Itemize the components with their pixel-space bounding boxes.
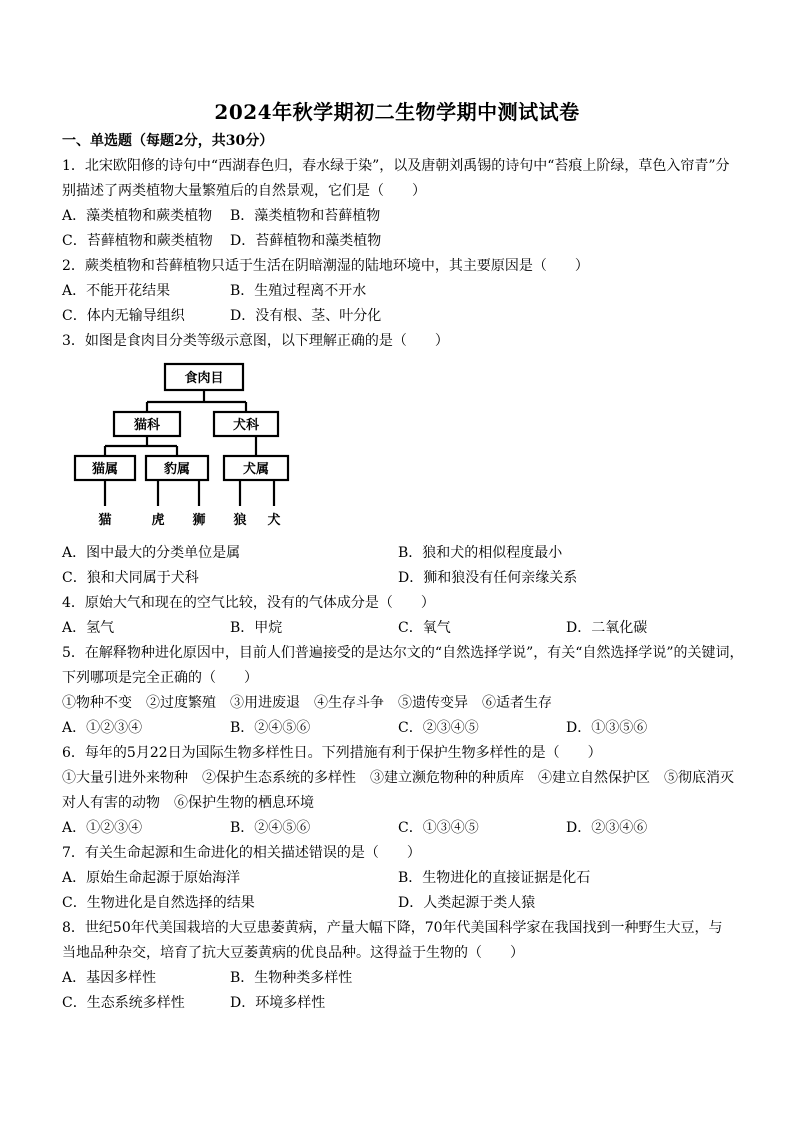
q1-option-d: D．苔藓植物和藻类植物 bbox=[230, 233, 382, 249]
q3-option-b: B．狼和犬的相似程度最小 bbox=[398, 545, 563, 561]
q6-option-c: C．①③④⑤ bbox=[398, 820, 479, 836]
label-species-wolf: 狼 bbox=[233, 513, 247, 528]
q2-option-c: C．体内无输导组织 bbox=[62, 308, 185, 324]
q7-option-d: D．人类起源于类人猿 bbox=[398, 895, 536, 911]
q8-stem-line2: 当地品种杂交，培育了抗大豆萎黄病的优良品种。这得益于生物的（ ） bbox=[62, 945, 524, 961]
q4-option-b: B．甲烷 bbox=[230, 620, 283, 636]
q7-option-a: A．原始生命起源于原始海洋 bbox=[62, 870, 241, 886]
q4-option-a: A．氢气 bbox=[62, 620, 115, 636]
q5-stem-line2: 下列哪项是完全正确的（ ） bbox=[62, 670, 258, 686]
q7-option-b: B．生物进化的直接证据是化石 bbox=[398, 870, 591, 886]
q8-option-c: C．生态系统多样性 bbox=[62, 995, 185, 1011]
q3-stem: 3．如图是食肉目分类等级示意图，以下理解正确的是（ ） bbox=[62, 333, 449, 349]
q3-option-d: D．狮和狼没有任何亲缘关系 bbox=[398, 570, 578, 586]
classification-diagram bbox=[62, 358, 302, 530]
q7-stem: 7．有关生命起源和生命进化的相关描述错误的是（ ） bbox=[62, 845, 421, 861]
q6-items-line1: ①大量引进外来物种 ②保护生态系统的多样性 ③建立濒危物种的种质库 ④建立自然保护区 ⑤彻底消灭 bbox=[62, 770, 734, 786]
q4-stem: 4．原始大气和现在的空气比较，没有的气体成分是（ ） bbox=[62, 595, 435, 611]
q8-option-b: B．生物种类多样性 bbox=[230, 970, 353, 986]
q1-option-a: A．藻类植物和蕨类植物 bbox=[62, 208, 213, 224]
exam-title: 2024年秋学期初二生物学期中测试试卷 bbox=[214, 100, 580, 124]
q3-option-a: A．图中最大的分类单位是属 bbox=[62, 545, 241, 561]
q4-option-c: C．氧气 bbox=[398, 620, 451, 636]
q2-option-b: B．生殖过程离不开水 bbox=[230, 283, 367, 299]
label-species-dog: 犬 bbox=[267, 513, 281, 528]
q6-option-d: D．②③④⑥ bbox=[566, 820, 648, 836]
q1-stem-line1: 1．北宋欧阳修的诗句中“西湖春色归，春水绿于染”，以及唐朝刘禹锡的诗句中“苔痕上阶绿，草色入帘青”分 bbox=[62, 158, 730, 174]
q5-items: ①物种不变 ②过度繁殖 ③用进废退 ④生存斗争 ⑤遗传变异 ⑥适者生存 bbox=[62, 695, 552, 711]
q8-option-a: A．基因多样性 bbox=[62, 970, 157, 986]
q6-option-b: B．②④⑤⑥ bbox=[230, 820, 311, 836]
q3-option-c: C．狼和犬同属于犬科 bbox=[62, 570, 199, 586]
q7-option-c: C．生物进化是自然选择的结果 bbox=[62, 895, 255, 911]
label-family-dog: 犬科 bbox=[232, 418, 260, 433]
q6-items-line2: 对人有害的动物 ⑥保护生物的栖息环境 bbox=[62, 795, 314, 811]
q1-option-b: B．藻类植物和苔藓植物 bbox=[230, 208, 381, 224]
label-genus-cat: 猫属 bbox=[91, 462, 119, 477]
q5-stem-line1: 5．在解释物种进化原因中，目前人们普遍接受的是达尔文的“自然选择学说”，有关“自然选择学说”的关键词， bbox=[62, 645, 744, 661]
label-species-tiger: 虎 bbox=[151, 513, 165, 528]
q2-option-d: D．没有根、茎、叶分化 bbox=[230, 308, 382, 324]
label-genus-dog: 犬属 bbox=[242, 462, 270, 477]
q5-option-a: A．①②③④ bbox=[62, 720, 143, 736]
section-heading: 一、单选题（每题2分，共30分） bbox=[62, 133, 274, 149]
label-genus-leopard: 豹属 bbox=[163, 462, 191, 477]
q8-option-d: D．环境多样性 bbox=[230, 995, 326, 1011]
q2-stem: 2．蕨类植物和苔藓植物只适于生活在阴暗潮湿的陆地环境中，其主要原因是（ ） bbox=[62, 258, 589, 274]
label-species-cat: 猫 bbox=[98, 513, 112, 528]
q6-option-a: A．①②③④ bbox=[62, 820, 143, 836]
q1-stem-line2: 别描述了两类植物大量繁殖后的自然景观，它们是（ ） bbox=[62, 183, 426, 199]
q6-stem: 6．每年的5月22日为国际生物多样性日。下列措施有利于保护生物多样性的是（ ） bbox=[62, 745, 602, 761]
q1-option-c: C．苔藓植物和蕨类植物 bbox=[62, 233, 213, 249]
q2-option-a: A．不能开花结果 bbox=[62, 283, 171, 299]
label-species-lion: 狮 bbox=[192, 513, 206, 528]
q8-stem-line1: 8．世纪50年代美国栽培的大豆患萎黄病，产量大幅下降，70年代美国科学家在我国找到一种野生大豆，与 bbox=[62, 920, 723, 936]
label-order: 食肉目 bbox=[184, 371, 224, 386]
q5-option-d: D．①③⑤⑥ bbox=[566, 720, 648, 736]
q5-option-b: B．②④⑤⑥ bbox=[230, 720, 311, 736]
q5-option-c: C．②③④⑤ bbox=[398, 720, 479, 736]
label-family-cat: 猫科 bbox=[133, 418, 161, 433]
q4-option-d: D．二氧化碳 bbox=[566, 620, 648, 636]
